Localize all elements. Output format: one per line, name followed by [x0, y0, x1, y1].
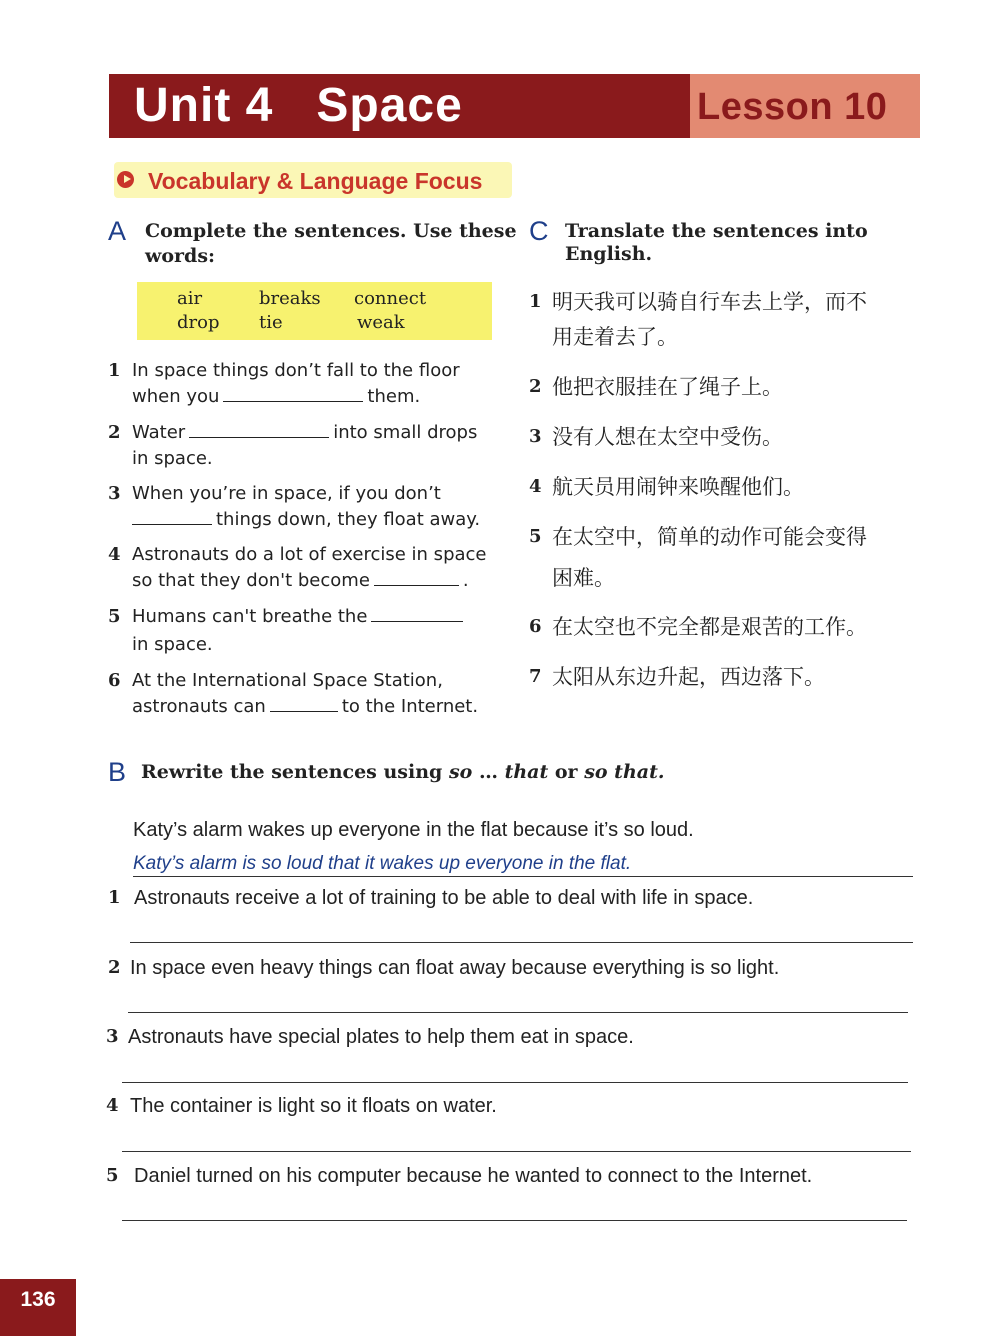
play-icon [117, 171, 134, 188]
rewrite-sentence: In space even heavy things can float away because everything is so light. [130, 957, 780, 979]
item-number: 3 [529, 426, 542, 447]
unit-title [134, 76, 463, 136]
answer-blank[interactable] [371, 604, 463, 622]
exercise-sentence: Humans can't breathe the [132, 604, 467, 630]
item-number: 5 [106, 1165, 119, 1186]
item-number: 4 [108, 544, 121, 565]
unit-label: Unit 4 [134, 79, 274, 132]
exercise-sentence: Water into small drops [132, 422, 478, 443]
exercise-sentence: When you’re in space, if you don’t [132, 483, 441, 504]
section-c-instruction: Translate the sentences into [565, 220, 868, 242]
item-number: 3 [106, 1026, 119, 1047]
answer-blank[interactable] [132, 507, 212, 525]
answer-line[interactable] [122, 1220, 907, 1221]
page-number: 136 [20, 1288, 56, 1311]
rewrite-sentence: The container is light so it floats on water. [130, 1095, 497, 1117]
exercise-sentence: In space things don’t fall to the floor [132, 360, 460, 381]
exercise-sentence: Astronauts do a lot of exercise in space [132, 544, 487, 565]
word-option: drop [177, 312, 220, 333]
answer-line[interactable] [122, 1151, 911, 1152]
example-answer-line [133, 876, 913, 877]
rewrite-sentence: Astronauts receive a lot of training to be able to deal with life in space. [134, 887, 754, 909]
item-number: 1 [529, 291, 542, 312]
item-number: 5 [529, 526, 542, 547]
translation-sentence: 用走着去了。 [552, 325, 678, 349]
lesson-label: Lesson 10 [697, 86, 888, 128]
section-c-instruction-cont: English. [565, 243, 653, 265]
exercise-sentence: At the International Space Station, [132, 670, 443, 691]
focus-label: Vocabulary & Language Focus [148, 168, 483, 194]
translation-sentence: 在太空也不完全都是艰苦的工作。 [552, 615, 867, 639]
answer-line[interactable] [130, 942, 913, 943]
translation-sentence: 没有人想在太空中受伤。 [552, 425, 783, 449]
word-option: connect [354, 288, 427, 309]
section-a-instruction-cont: words: [145, 245, 216, 267]
exercise-sentence: so that they don't become . [132, 570, 469, 591]
item-number: 6 [108, 670, 121, 691]
item-number: 2 [108, 422, 121, 443]
example-sentence: Katy’s alarm wakes up everyone in the flat because it’s so loud. [133, 819, 694, 841]
translation-sentence: 明天我可以骑自行车去上学，而不 [552, 290, 867, 314]
item-number: 2 [529, 376, 542, 397]
translation-sentence: 太阳从东边升起，西边落下。 [552, 665, 825, 689]
item-number: 4 [106, 1095, 119, 1116]
item-number: 4 [529, 476, 542, 497]
topic-label: Space [316, 79, 463, 132]
answer-line[interactable] [122, 1082, 908, 1083]
section-c-letter: C [529, 216, 549, 246]
item-number: 7 [529, 666, 542, 687]
section-b-instruction: Rewrite the sentences using so … that or so that. [141, 761, 665, 783]
translation-sentence: 航天员用闹钟来唤醒他们。 [552, 475, 804, 499]
section-b-letter: B [108, 757, 127, 787]
item-number: 3 [108, 483, 121, 504]
exercise-sentence: astronauts can to the Internet. [132, 696, 479, 717]
item-number: 6 [529, 616, 542, 637]
item-number: 5 [108, 606, 121, 627]
answer-line[interactable] [128, 1012, 908, 1013]
exercise-sentence: things down, they float away. [128, 507, 480, 533]
answer-blank[interactable] [270, 694, 338, 712]
answer-blank[interactable] [189, 420, 329, 438]
translation-sentence: 在太空中，简单的动作可能会变得 [552, 525, 867, 549]
word-option: weak [357, 312, 405, 333]
answer-blank[interactable] [223, 384, 363, 402]
section-a-letter: A [108, 216, 127, 246]
exercise-sentence: when you them. [132, 386, 421, 407]
translation-sentence: 困难。 [552, 566, 615, 590]
word-option: air [177, 288, 203, 309]
exercise-sentence: in space. [132, 634, 213, 655]
word-option: tie [259, 312, 283, 333]
example-answer: Katy’s alarm is so loud that it wakes up everyone in the flat. [133, 853, 632, 874]
item-number: 2 [108, 957, 121, 978]
section-a-instruction: Complete the sentences. Use these [145, 220, 517, 242]
rewrite-sentence: Daniel turned on his computer because he wanted to connect to the Internet. [134, 1165, 813, 1187]
translation-sentence: 他把衣服挂在了绳子上。 [552, 375, 783, 399]
word-option: breaks [259, 288, 321, 309]
item-number: 1 [108, 887, 121, 908]
item-number: 1 [108, 360, 121, 381]
exercise-sentence: in space. [132, 448, 213, 469]
answer-blank[interactable] [374, 568, 459, 586]
rewrite-sentence: Astronauts have special plates to help them eat in space. [128, 1026, 634, 1048]
